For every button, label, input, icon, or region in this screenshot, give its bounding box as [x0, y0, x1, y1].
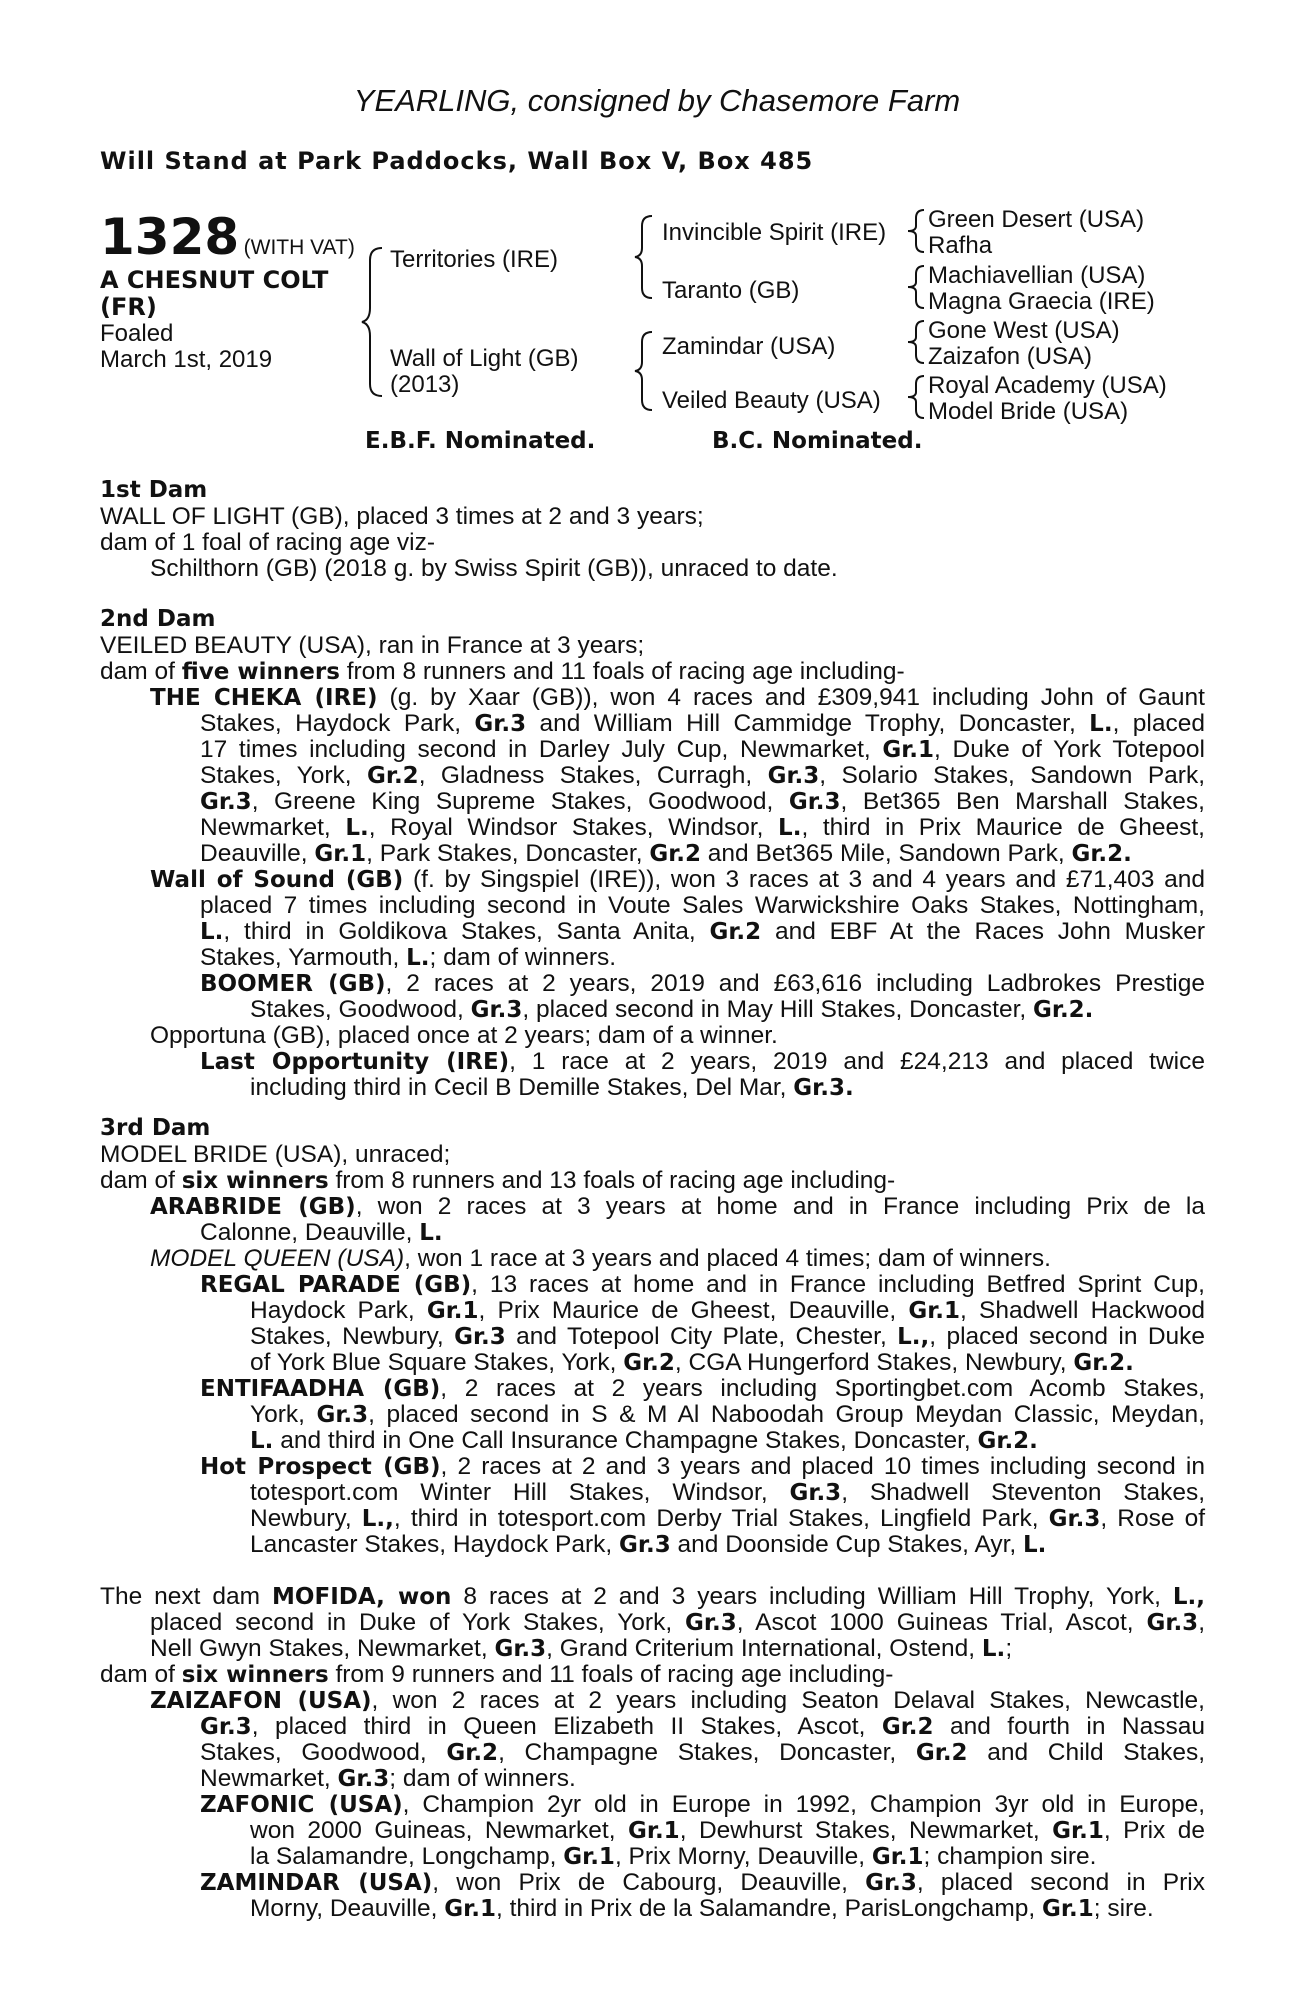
text: , Bet365 Ben Marshall Stakes, — [840, 788, 1205, 815]
text: , third in Prix de la Salamandre, ParisLongchamp, — [495, 1895, 1043, 1922]
pedigree-sire: Territories (IRE) — [390, 246, 559, 273]
text: 8 races at 2 and 3 years including William Hill Trophy, York, — [451, 1583, 1173, 1610]
ebf-nominated: E.B.F. Nominated. — [365, 428, 596, 454]
text: , third in totesport.com Derby Trial Stakes, Lingfield Park, — [393, 1505, 1049, 1532]
horse-name: MODEL QUEEN (USA) — [150, 1245, 405, 1272]
pedigree-brace-5 — [904, 262, 928, 312]
grade: Gr.3 — [1146, 1610, 1199, 1636]
grade: Gr.1 — [628, 1818, 680, 1844]
grade: Gr.1 — [426, 1298, 479, 1324]
text: from 8 runners and 11 foals of racing age including- — [339, 658, 905, 685]
vat-label: (WITH VAT) — [243, 236, 355, 259]
text: and Doonside Cup Stakes, Ayr, — [670, 1531, 1024, 1558]
grade: Gr.2 — [367, 763, 419, 789]
text: of York Blue Square Stakes, York, — [250, 1349, 624, 1376]
progeny-line — [250, 1324, 1205, 1351]
second-dam-line — [100, 659, 1205, 686]
text: York, — [250, 1401, 317, 1428]
text: ; sire. — [1093, 1895, 1154, 1922]
grade: L. — [981, 1636, 1006, 1662]
text: ; champion sire. — [923, 1843, 1097, 1870]
pedigree-dam-dam: Veiled Beauty (USA) — [662, 387, 881, 414]
text: , placed second in Duke — [929, 1323, 1206, 1350]
progeny-line — [200, 711, 1205, 738]
pedigree-dam: Wall of Light (GB) — [390, 345, 579, 372]
text: (g. by Xaar (GB)), won 4 races and £309,941 including John of Gaunt — [377, 684, 1205, 711]
foaled-label: Foaled — [100, 320, 174, 347]
grade: Gr.3 — [454, 1324, 506, 1350]
pedigree-g6: Zaizafon (USA) — [928, 343, 1093, 370]
grade: L. — [419, 1220, 443, 1246]
text: Stakes, Goodwood, — [250, 996, 471, 1023]
text: , won 1 race at 3 years and placed 4 times; dam of winners. — [404, 1245, 1051, 1272]
winners-count: five winners — [181, 659, 340, 685]
text: , won 2 races at 3 years at home and in France including Prix de la — [355, 1193, 1206, 1220]
progeny-line — [200, 789, 1205, 816]
text: Lancaster Stakes, Haydock Park, — [250, 1531, 620, 1558]
pedigree-dam-year: (2013) — [390, 371, 460, 398]
text: Stakes, Newbury, — [250, 1323, 455, 1350]
text: The next dam — [100, 1583, 273, 1610]
text: (f. by Singspiel (IRE)), won 3 races at 3 and 4 years and £71,403 and — [403, 866, 1205, 893]
progeny-line — [200, 945, 1205, 972]
text: , Prix Maurice de Gheest, Deauville, — [478, 1297, 909, 1324]
third-dam-heading: 3rd Dam — [100, 1115, 211, 1141]
grade: Gr.2 — [446, 1740, 499, 1766]
pedigree-brace-7 — [904, 372, 928, 422]
pedigree-brace-2 — [632, 212, 656, 302]
progeny-line — [250, 1480, 1205, 1507]
text: and EBF At the Races John Musker — [761, 918, 1205, 945]
grade: L., — [897, 1324, 930, 1350]
grade: Gr.2 — [649, 841, 701, 867]
horse-name: Wall of Sound (GB) — [150, 867, 404, 893]
progeny-line — [250, 1298, 1205, 1325]
text: , Solario Stakes, Sandown Park, — [819, 762, 1205, 789]
progeny-line: placed 7 times including second in Voute Sales Warwickshire Oaks Stakes, Nottingham, — [200, 892, 1205, 919]
pedigree-g2: Rafha — [928, 232, 993, 259]
text: Newbury, — [250, 1505, 362, 1532]
text: , third in Goldikova Stakes, Santa Anita, — [223, 918, 710, 945]
text: Morny, Deauville, — [250, 1895, 445, 1922]
text: , Champion 2yr old in Europe in 1992, Champion 3yr old in Europe, — [402, 1791, 1206, 1818]
winners-count: six winners — [181, 1662, 329, 1688]
pedigree-g4: Magna Graecia (IRE) — [928, 288, 1155, 315]
grade: L. — [1023, 1532, 1047, 1558]
progeny-line — [250, 1428, 1205, 1455]
progeny-line — [250, 1818, 1205, 1845]
progeny-line — [200, 1454, 1205, 1481]
text: , Ascot 1000 Guineas Trial, Ascot, — [736, 1609, 1147, 1636]
progeny-line — [200, 1740, 1205, 1767]
text: , Prix Morny, Deauville, — [614, 1843, 872, 1870]
text: Stakes, Yarmouth, — [200, 944, 407, 971]
text: , Dewhurst Stakes, Newmarket, — [679, 1817, 1053, 1844]
grade: L. — [200, 919, 224, 945]
horse-name: Hot Prospect (GB) — [200, 1454, 441, 1480]
text: , Grand Criterium International, Ostend, — [546, 1635, 982, 1662]
text: , Greene King Supreme Stakes, Goodwood, — [251, 788, 789, 815]
pedigree-sire-dam: Taranto (GB) — [662, 277, 800, 304]
third-dam-line — [100, 1168, 1205, 1195]
text: ; dam of winners. — [389, 1765, 576, 1792]
grade: Gr.2. — [1071, 841, 1132, 867]
progeny-line — [200, 1714, 1205, 1741]
foaled-date: March 1st, 2019 — [100, 346, 273, 373]
progeny-line — [250, 1844, 1205, 1871]
progeny-line — [200, 815, 1205, 842]
horse-name: ZAMINDAR (USA) — [200, 1870, 433, 1896]
text: , 2 races at 2 years including Sportingbet.com Acomb Stakes, — [440, 1375, 1205, 1402]
text: , CGA Hungerford Stakes, Newbury, — [674, 1349, 1074, 1376]
bc-nominated: B.C. Nominated. — [712, 428, 923, 454]
progeny-line — [200, 763, 1205, 790]
lot-origin: (FR) — [100, 293, 157, 321]
grade: Gr.1 — [314, 841, 367, 867]
horse-name: MOFIDA — [272, 1584, 377, 1610]
grade: Gr.3 — [789, 1480, 842, 1506]
progeny-line — [200, 1376, 1205, 1403]
grade: Gr.2. — [1033, 997, 1094, 1023]
grade: Gr.3 — [316, 1402, 369, 1428]
text: and William Hill Cammidge Trophy, Doncaster, — [526, 710, 1090, 737]
text: and Child Stakes, — [967, 1739, 1205, 1766]
progeny-line — [250, 1402, 1205, 1429]
progeny-line — [200, 1220, 1205, 1247]
text: Deauville, — [200, 840, 315, 867]
pedigree-g8: Model Bride (USA) — [928, 398, 1129, 425]
text: placed second in Duke of York Stakes, York, — [150, 1609, 686, 1636]
text: and third in One Call Insurance Champagne Stakes, Doncaster, — [273, 1427, 978, 1454]
grade: Gr.2 — [881, 1714, 934, 1740]
progeny-line — [200, 841, 1205, 868]
grade: L., — [361, 1506, 394, 1532]
lot-number-line — [100, 210, 355, 264]
grade: Gr.1 — [908, 1298, 961, 1324]
text: , Gladness Stakes, Curragh, — [418, 762, 768, 789]
grade: L. — [1089, 711, 1113, 737]
grade: Gr.3 — [474, 711, 527, 737]
grade: Gr.2. — [977, 1428, 1038, 1454]
text: , placed — [1112, 710, 1205, 737]
horse-name: Last Opportunity (IRE) — [200, 1049, 510, 1075]
grade: Gr.2 — [623, 1350, 675, 1376]
text: , placed third in Queen Elizabeth II Stakes, Ascot, — [251, 1713, 882, 1740]
text: totesport.com Winter Hill Stakes, Windsor, — [250, 1479, 790, 1506]
text: , placed second in May Hill Stakes, Doncaster, — [522, 996, 1033, 1023]
pedigree-dam-sire: Zamindar (USA) — [662, 333, 836, 360]
text: , 1 race at 2 years, 2019 and £24,213 and placed twice — [509, 1048, 1206, 1075]
grade: L. — [778, 815, 802, 841]
text: from 9 runners and 11 foals of racing age including- — [328, 1661, 894, 1688]
horse-name: ENTIFAADHA (GB) — [200, 1376, 441, 1402]
progeny-line — [200, 919, 1205, 946]
text: , 13 races at home and in France including Betfred Sprint Cup, — [471, 1271, 1205, 1298]
pedigree-brace-1 — [360, 242, 390, 402]
text: ; dam of winners. — [429, 944, 617, 971]
grade: Gr.3 — [494, 1636, 547, 1662]
text: , Prix de — [1103, 1817, 1206, 1844]
progeny-line — [200, 1049, 1205, 1076]
text: and Bet365 Mile, Sandown Park, — [701, 840, 1072, 867]
grade: Gr.3 — [685, 1610, 737, 1636]
text: , Park Stakes, Doncaster, — [366, 840, 650, 867]
grade: Gr.1 — [563, 1844, 615, 1870]
pedigree-g1: Green Desert (USA) — [928, 206, 1145, 233]
text: from 8 runners and 13 foals of racing age including- — [328, 1167, 896, 1194]
grade: Gr.3 — [865, 1870, 917, 1896]
first-dam-line: WALL OF LIGHT (GB), placed 3 times at 2 and 3 years; — [100, 503, 704, 530]
text: , third in Prix Maurice de Gheest, — [801, 814, 1205, 841]
text: and Totepool City Plate, Chester, — [505, 1323, 898, 1350]
grade: Gr.3 — [788, 789, 841, 815]
progeny-line — [250, 1896, 1205, 1923]
text: Nell Gwyn Stakes, Newmarket, — [150, 1635, 495, 1662]
text: including third in Cecil B Demille Stakes, Del Mar, — [250, 1074, 794, 1101]
horse-name: ZAIZAFON (USA) — [150, 1688, 372, 1714]
next-dam-line: The next dam MOFIDA, won 8 races at 2 and 3 years including William Hill Trophy, York, L., — [100, 1583, 1205, 1610]
text: Stakes, Goodwood, — [200, 1739, 447, 1766]
progeny-line: Opportuna (GB), placed once at 2 years; dam of a winner. — [150, 1022, 778, 1049]
progeny-line — [150, 1246, 1205, 1272]
text: Newmarket, — [200, 814, 346, 841]
next-dam-line: placed second in Duke of York Stakes, York, Gr.3, Ascot 1000 Guineas Trial, Ascot, Gr.3, — [150, 1609, 1205, 1636]
text: , Shadwell Steventon Stakes, — [841, 1479, 1206, 1506]
progeny-line — [250, 1075, 1205, 1102]
horse-name: THE CHEKA (IRE) — [150, 685, 378, 711]
winners-count: six winners — [181, 1168, 329, 1194]
next-dam-line: Nell Gwyn Stakes, Newmarket, Gr.3, Grand Criterium International, Ostend, L.; — [150, 1635, 1013, 1662]
second-dam-heading: 2nd Dam — [100, 606, 216, 632]
grade: Gr.3 — [337, 1766, 390, 1792]
text: , Champagne Stakes, Doncaster, — [498, 1739, 916, 1766]
horse-name: ZAFONIC (USA) — [200, 1792, 403, 1818]
text: won 2000 Guineas, Newmarket, — [250, 1817, 628, 1844]
horse-name: REGAL PARADE (GB) — [200, 1272, 472, 1298]
text: , placed second in Prix — [916, 1869, 1205, 1896]
grade: Gr.3. — [793, 1075, 854, 1101]
grade: L. — [406, 945, 430, 971]
first-dam-heading: 1st Dam — [100, 477, 208, 503]
pedigree-g5: Gone West (USA) — [928, 317, 1120, 344]
text: , placed second in S & M Al Naboodah Group Meydan Classic, Meydan, — [368, 1401, 1205, 1428]
progeny-line — [250, 1506, 1205, 1533]
progeny-line — [200, 971, 1205, 998]
grade: L. — [250, 1428, 274, 1454]
text: Stakes, Haydock Park, — [200, 710, 475, 737]
pedigree-brace-4 — [904, 206, 928, 256]
grade: Gr.3 — [200, 789, 252, 815]
grade: L., — [1172, 1584, 1205, 1610]
text: , won Prix de Cabourg, Deauville, — [432, 1869, 866, 1896]
text: , 2 races at 2 and 3 years and placed 10 times including second in — [440, 1453, 1205, 1480]
text: dam of — [100, 658, 182, 685]
grade: Gr.2. — [1073, 1350, 1134, 1376]
progeny-line — [200, 737, 1205, 764]
progeny-line — [250, 1350, 1205, 1377]
progeny-line — [150, 685, 1205, 712]
progeny-line — [150, 867, 1205, 894]
grade: Gr.3 — [200, 1714, 252, 1740]
grade: L. — [345, 815, 369, 841]
first-dam-line: Schilthorn (GB) (2018 g. by Swiss Spirit (GB)), unraced to date. — [150, 555, 838, 582]
text: , 2 races at 2 years, 2019 and £63,616 including Ladbrokes Prestige — [385, 970, 1205, 997]
text: Calonne, Deauville, — [200, 1219, 420, 1246]
text: won — [397, 1584, 452, 1610]
text: 17 times including second in Darley July Cup, Newmarket, — [200, 736, 883, 763]
progeny-line — [250, 997, 1205, 1024]
pedigree-g3: Machiavellian (USA) — [928, 262, 1146, 289]
text: , Duke of York Totepool — [934, 736, 1205, 763]
third-dam-line: MODEL BRIDE (USA), unraced; — [100, 1141, 451, 1168]
grade: Gr.1 — [882, 737, 935, 763]
progeny-line — [200, 1766, 1205, 1793]
grade: Gr.3 — [619, 1532, 671, 1558]
grade: Gr.1 — [444, 1896, 496, 1922]
progeny-line — [200, 1272, 1205, 1299]
grade: Gr.3 — [1048, 1506, 1101, 1532]
progeny-line — [250, 1532, 1205, 1559]
horse-name: BOOMER (GB) — [200, 971, 386, 997]
text: Newmarket, — [200, 1765, 338, 1792]
page-title: YEARLING, consigned by Chasemore Farm — [353, 83, 961, 118]
progeny-line — [200, 1870, 1205, 1897]
text: Haydock Park, — [250, 1297, 427, 1324]
lot-description: A CHESNUT COLT — [100, 266, 329, 294]
pedigree-sire-sire: Invincible Spirit (IRE) — [662, 219, 887, 246]
second-dam-line: VEILED BEAUTY (USA), ran in France at 3 years; — [100, 632, 645, 659]
text: , Shadwell Hackwood — [960, 1297, 1205, 1324]
pedigree-g7: Royal Academy (USA) — [928, 372, 1167, 399]
progeny-line — [200, 1792, 1205, 1819]
text: la Salamandre, Longchamp, — [250, 1843, 564, 1870]
text: Stakes, York, — [200, 762, 367, 789]
grade: Gr.1 — [1042, 1896, 1094, 1922]
pedigree-brace-3 — [632, 328, 656, 414]
horse-name: ARABRIDE (GB) — [150, 1194, 356, 1220]
pedigree-brace-6 — [904, 317, 928, 367]
grade: Gr.2 — [915, 1740, 968, 1766]
progeny-line — [150, 1688, 1205, 1715]
grade: Gr.1 — [871, 1844, 924, 1870]
grade: Gr.3 — [470, 997, 523, 1023]
grade: Gr.1 — [1052, 1818, 1104, 1844]
text: and fourth in Nassau — [933, 1713, 1205, 1740]
text: dam of — [100, 1661, 182, 1688]
next-dam-line — [100, 1662, 1205, 1689]
stand-location: Will Stand at Park Paddocks, Wall Box V, Box 485 — [100, 147, 814, 175]
progeny-line — [150, 1194, 1205, 1221]
lot-number: 1328 — [100, 208, 240, 266]
first-dam-line: dam of 1 foal of racing age viz- — [100, 529, 436, 556]
text: , won 2 races at 2 years including Seaton Delaval Stakes, Newcastle, — [371, 1687, 1205, 1714]
grade: Gr.3 — [767, 763, 820, 789]
grade: Gr.2 — [709, 919, 762, 945]
text: , Royal Windsor Stakes, Windsor, — [368, 814, 779, 841]
text: , Rose of — [1100, 1505, 1205, 1532]
text: dam of — [100, 1167, 182, 1194]
